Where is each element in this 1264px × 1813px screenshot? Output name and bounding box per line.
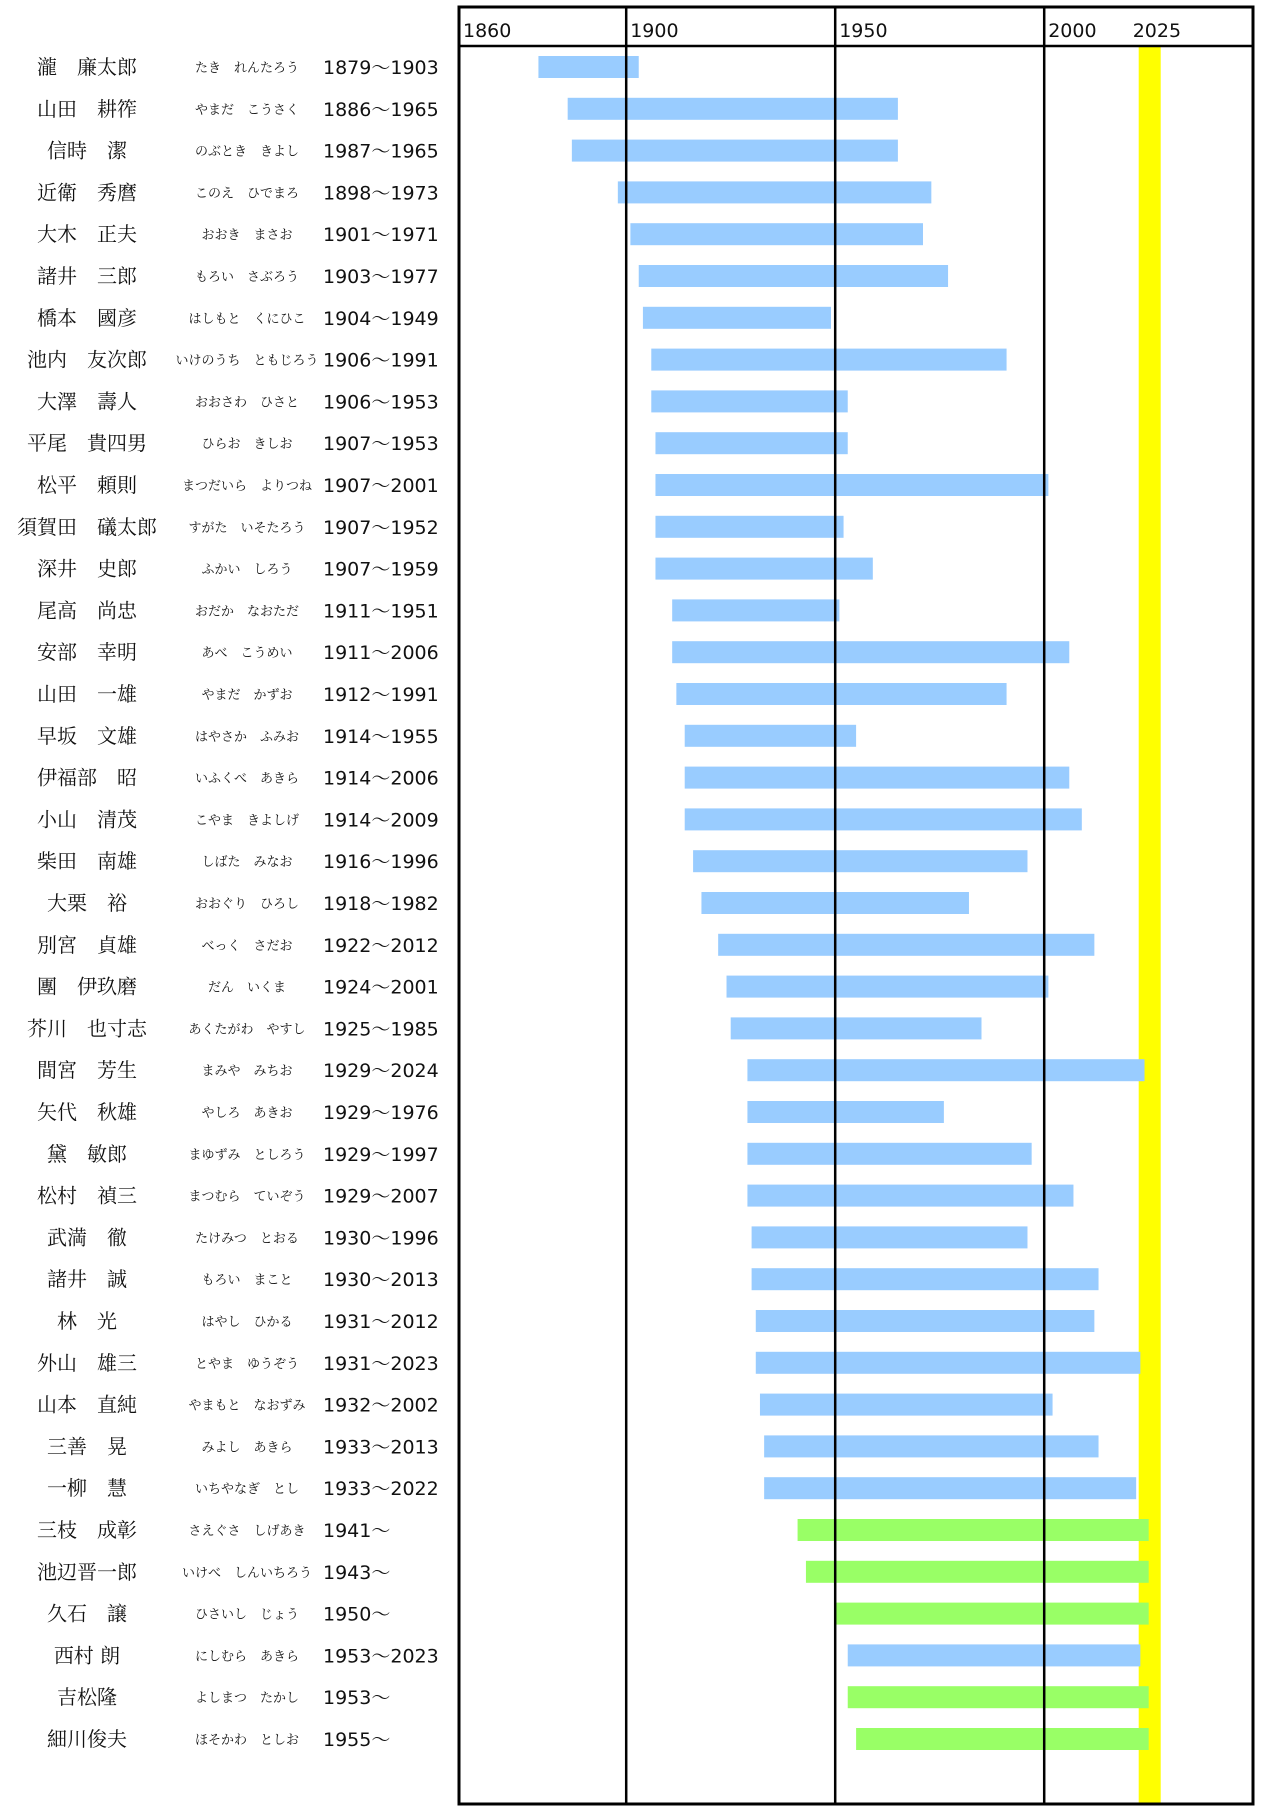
composer-years: 1955～ bbox=[323, 1729, 391, 1751]
composer-years: 1987～1965 bbox=[323, 140, 439, 163]
composer-years: 1929～2007 bbox=[323, 1185, 439, 1208]
composer-reading: おおさわ ひさと bbox=[194, 395, 300, 411]
composer-name: 三枝 成彰 bbox=[37, 1518, 137, 1542]
composer-name: 池辺晋一郎 bbox=[37, 1559, 137, 1584]
lifespan-bar bbox=[655, 432, 847, 454]
lifespan-bar bbox=[655, 474, 1048, 496]
composer-reading: はやさか ふみお bbox=[194, 729, 300, 745]
composer-years: 1906～1991 bbox=[323, 349, 439, 372]
lifespan-bar bbox=[643, 307, 831, 329]
lifespan-bar bbox=[618, 181, 932, 203]
composer-reading: ひさいし じょう bbox=[194, 1607, 300, 1623]
lifespan-bar-living bbox=[856, 1728, 1149, 1750]
lifespan-bar bbox=[655, 516, 843, 538]
composer-reading: もろい まこと bbox=[201, 1273, 293, 1289]
composer-reading: おおぐり ひろし bbox=[194, 897, 300, 912]
composer-reading: いちやなぎ とし bbox=[194, 1482, 300, 1498]
composer-reading: たけみつ とおる bbox=[195, 1231, 299, 1247]
composer-name: 山田 一雄 bbox=[37, 682, 137, 706]
composer-years: 1929～1997 bbox=[323, 1143, 439, 1166]
lifespan-bar bbox=[747, 1185, 1073, 1207]
composer-name: 山田 耕筰 bbox=[37, 96, 137, 121]
composer-name: 深井 史郎 bbox=[37, 556, 137, 581]
composer-name: 信時 潔 bbox=[47, 138, 127, 163]
composer-years: 1918～1982 bbox=[323, 893, 439, 915]
lifespan-bar bbox=[727, 976, 1049, 998]
lifespan-bar bbox=[760, 1394, 1053, 1416]
composer-years: 1912～1991 bbox=[323, 684, 439, 706]
composer-years: 1953～ bbox=[323, 1687, 391, 1710]
composer-reading: しばた みなお bbox=[201, 855, 293, 871]
composer-name: 諸井 誠 bbox=[47, 1267, 127, 1292]
lifespan-bar bbox=[764, 1477, 1136, 1499]
composer-years: 1943～ bbox=[323, 1561, 391, 1584]
composer-reading: やまもと なおずみ bbox=[188, 1398, 306, 1414]
bars-layer bbox=[538, 56, 1148, 1750]
lifespan-bar bbox=[752, 1226, 1028, 1248]
lifespan-bar bbox=[538, 56, 638, 78]
composer-years: 1933～2013 bbox=[323, 1436, 439, 1459]
composer-name: 橋本 國彦 bbox=[37, 305, 137, 330]
lifespan-bar-living bbox=[798, 1519, 1149, 1541]
composer-reading: ほそかわ としお bbox=[194, 1733, 300, 1748]
composer-years: 1932～2002 bbox=[323, 1394, 439, 1417]
lifespan-bar bbox=[764, 1435, 1098, 1457]
composer-reading: やまだ こうさく bbox=[194, 102, 300, 118]
lifespan-bar bbox=[672, 599, 839, 621]
lifespan-bar bbox=[718, 934, 1094, 956]
composer-reading: もろい さぶろう bbox=[194, 270, 300, 285]
lifespan-bar bbox=[685, 725, 856, 747]
composer-name: 松村 禎三 bbox=[37, 1183, 137, 1208]
composer-name: 矢代 秋雄 bbox=[37, 1100, 137, 1124]
composer-name: 間宮 芳生 bbox=[37, 1058, 137, 1083]
composer-years: 1929～1976 bbox=[323, 1102, 439, 1124]
composer-reading: さえぐさ しげあき bbox=[188, 1524, 306, 1539]
lifespan-bar bbox=[685, 808, 1082, 830]
composer-years: 1907～1959 bbox=[323, 558, 439, 581]
lifespan-bar bbox=[639, 265, 948, 287]
composer-name: 久石 譲 bbox=[47, 1601, 127, 1626]
composer-years: 1879～1903 bbox=[323, 57, 439, 79]
composer-name: 三善 晃 bbox=[47, 1434, 127, 1459]
composer-name: 林 光 bbox=[57, 1309, 117, 1333]
composer-reading: ふかい しろう bbox=[201, 562, 293, 578]
lifespan-bar-living bbox=[806, 1561, 1149, 1583]
x-tick-label: 1950 bbox=[839, 20, 888, 42]
composer-reading: おだか なおただ bbox=[194, 604, 300, 620]
composer-reading: まつむら ていぞう bbox=[188, 1189, 306, 1205]
composer-name: 平尾 貴四男 bbox=[27, 431, 147, 456]
composer-years: 1933～2022 bbox=[323, 1478, 439, 1501]
composer-years: 1929～2024 bbox=[323, 1060, 439, 1083]
composer-years: 1914～2006 bbox=[323, 767, 439, 790]
composer-reading: みよし あきら bbox=[201, 1440, 293, 1456]
composer-reading: まつだいら よりつね bbox=[181, 479, 313, 494]
lifespan-bar bbox=[752, 1268, 1099, 1290]
composer-name: 伊福部 昭 bbox=[37, 765, 137, 790]
x-tick-label: 2025 bbox=[1132, 20, 1182, 42]
composer-name: 池内 友次郎 bbox=[27, 347, 147, 372]
composer-reading: あくたがわ やすし bbox=[188, 1022, 306, 1038]
composer-reading: やしろ あきお bbox=[201, 1106, 293, 1121]
composer-name: 武満 徹 bbox=[47, 1225, 127, 1250]
composer-reading: だん いくま bbox=[207, 980, 287, 996]
composer-years: 1911～2006 bbox=[323, 642, 439, 665]
composer-years: 1953～2023 bbox=[323, 1645, 439, 1668]
lifespan-bar bbox=[672, 641, 1069, 663]
composer-reading: すがた いそたろう bbox=[188, 520, 306, 536]
composer-years: 1906～1953 bbox=[323, 391, 439, 414]
lifespan-bar bbox=[630, 223, 923, 245]
composer-reading: のぶとき きよし bbox=[194, 144, 300, 160]
composer-reading: あべ こうめい bbox=[201, 646, 293, 662]
composer-years: 1907～1952 bbox=[323, 516, 439, 539]
composer-name: 一柳 慧 bbox=[47, 1476, 127, 1501]
composer-years: 1941～ bbox=[323, 1520, 391, 1542]
lifespan-bar bbox=[655, 558, 872, 580]
composer-reading: よしまつ たかし bbox=[194, 1691, 300, 1707]
composer-name: 諸井 三郎 bbox=[37, 264, 137, 288]
composer-years: 1922～2012 bbox=[323, 934, 439, 957]
composer-name: 別宮 貞雄 bbox=[37, 932, 137, 957]
composer-reading: まみや みちお bbox=[201, 1064, 293, 1080]
composer-years: 1950～ bbox=[323, 1603, 391, 1626]
lifespan-bar bbox=[756, 1352, 1141, 1374]
composer-name: 柴田 南雄 bbox=[37, 849, 137, 874]
composer-years: 1907～1953 bbox=[323, 433, 439, 456]
lifespan-bar bbox=[568, 98, 898, 120]
composer-reading: はしもと くにひこ bbox=[188, 311, 306, 327]
composer-reading: べっく さだお bbox=[201, 938, 293, 954]
lifespan-bar bbox=[747, 1143, 1031, 1165]
composer-years: 1930～2013 bbox=[323, 1269, 439, 1292]
composer-name: 團 伊玖磨 bbox=[37, 974, 137, 999]
composer-years: 1916～1996 bbox=[323, 851, 439, 874]
x-tick-label: 1860 bbox=[463, 20, 512, 42]
composer-name: 松平 頼則 bbox=[37, 473, 137, 497]
composer-name: 須賀田 礒太郎 bbox=[17, 514, 157, 539]
composer-years: 1907～2001 bbox=[323, 475, 439, 497]
lifespan-bar bbox=[747, 1101, 943, 1123]
composer-name: 尾高 尚忠 bbox=[37, 598, 137, 623]
lifespan-bar-living bbox=[835, 1603, 1148, 1625]
composer-name: 吉松隆 bbox=[57, 1685, 117, 1710]
composer-name: 早坂 文雄 bbox=[37, 723, 137, 748]
composer-name: 小山 清茂 bbox=[37, 807, 137, 832]
lifespan-bar bbox=[693, 850, 1027, 872]
composer-name: 外山 雄三 bbox=[37, 1350, 137, 1375]
lifespan-bar bbox=[747, 1059, 1144, 1081]
composer-name: 芥川 也寸志 bbox=[27, 1016, 147, 1041]
composer-name: 細川俊夫 bbox=[47, 1727, 127, 1751]
composer-reading: ひらお きしお bbox=[201, 437, 293, 453]
composer-reading: いけべ しんいちろう bbox=[181, 1565, 313, 1581]
composer-reading: いけのうち ともじろう bbox=[175, 353, 319, 369]
composer-years: 1924～2001 bbox=[323, 976, 439, 999]
composer-name: 近衛 秀麿 bbox=[37, 180, 137, 205]
composer-years: 1904～1949 bbox=[323, 307, 439, 330]
composer-reading: とやま ゆうぞう bbox=[194, 1356, 300, 1372]
composer-years: 1911～1951 bbox=[323, 600, 439, 623]
lifespan-bar bbox=[731, 1017, 982, 1039]
composer-years: 1886～1965 bbox=[323, 98, 439, 121]
lifespan-bar bbox=[651, 390, 847, 412]
composer-reading: こやま きよしげ bbox=[194, 813, 300, 829]
composer-name: 瀧 廉太郎 bbox=[37, 55, 137, 79]
composer-name: 黛 敏郎 bbox=[47, 1141, 127, 1166]
composer-reading: まゆずみ としろう bbox=[188, 1147, 306, 1163]
composer-name: 大澤 壽人 bbox=[37, 389, 137, 414]
lifespan-bar bbox=[651, 349, 1006, 371]
lifespan-bar bbox=[685, 767, 1070, 789]
composer-reading: やまだ かずお bbox=[201, 688, 293, 703]
lifespan-bar bbox=[572, 140, 898, 162]
composer-years: 1898～1973 bbox=[323, 182, 439, 205]
lifespan-bar bbox=[676, 683, 1006, 705]
composer-years: 1914～1955 bbox=[323, 725, 439, 748]
composer-reading: このえ ひでまろ bbox=[194, 186, 300, 202]
composer-name: 安部 幸明 bbox=[37, 640, 137, 665]
composer-reading: いふくべ あきら bbox=[194, 771, 300, 787]
composer-name: 大木 正夫 bbox=[37, 222, 137, 247]
composer-years: 1901～1971 bbox=[323, 224, 439, 247]
lifespan-bar bbox=[848, 1644, 1141, 1666]
composer-reading: たき れんたろう bbox=[194, 61, 300, 76]
composer-years: 1925～1985 bbox=[323, 1018, 439, 1041]
composer-years: 1930～1996 bbox=[323, 1227, 439, 1250]
composer-reading: おおき まさお bbox=[201, 228, 293, 244]
composer-years: 1903～1977 bbox=[323, 266, 439, 288]
composer-reading: にしむら あきら bbox=[194, 1649, 300, 1665]
composer-reading: はやし ひかる bbox=[201, 1315, 293, 1330]
composer-name: 山本 直純 bbox=[37, 1392, 137, 1417]
composer-years: 1914～2009 bbox=[323, 809, 439, 832]
composer-years: 1931～2012 bbox=[323, 1311, 439, 1333]
x-tick-label: 1900 bbox=[630, 20, 679, 42]
composer-name: 西村 朗 bbox=[53, 1643, 121, 1668]
composer-years: 1931～2023 bbox=[323, 1352, 439, 1375]
lifespan-bar-living bbox=[848, 1686, 1149, 1708]
composer-name: 大栗 裕 bbox=[47, 891, 127, 915]
x-tick-label: 2000 bbox=[1048, 20, 1097, 42]
